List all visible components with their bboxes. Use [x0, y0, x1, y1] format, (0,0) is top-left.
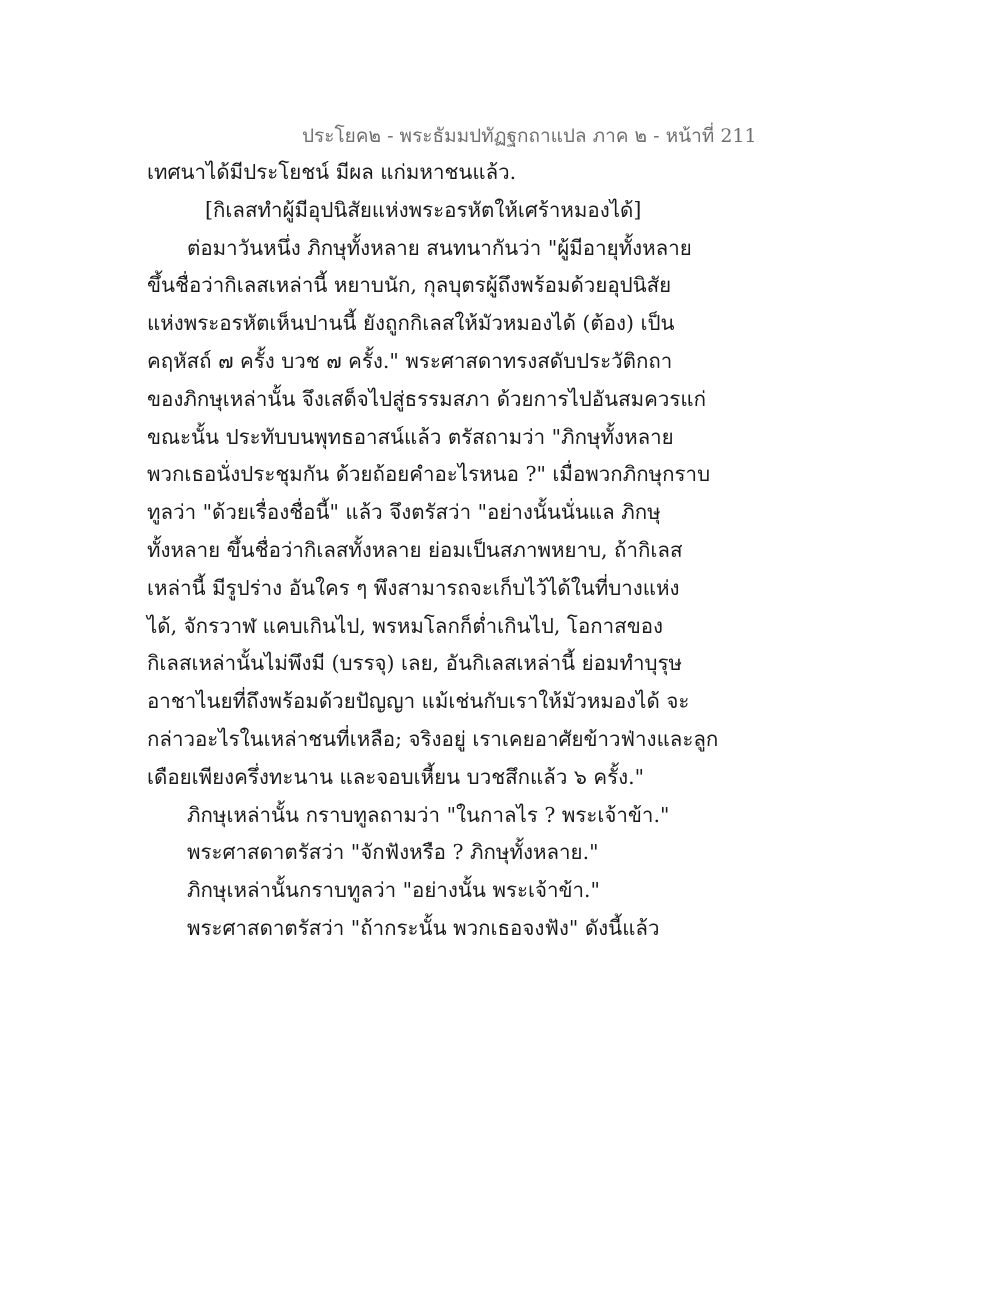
- text-line: พระศาสดาตรัสว่า "จักฟังหรือ ? ภิกษุทั้งหลาย.": [187, 840, 599, 865]
- text-line: พระศาสดาตรัสว่า "ถ้ากระนั้น พวกเธอจงฟัง" ดังนี้แล้ว: [187, 915, 660, 940]
- text-line: ขณะนั้น ประทับบนพุทธอาสน์แล้ว ตรัสถามว่า "ภิกษุทั้งหลาย: [147, 424, 674, 449]
- text-line: กล่าวอะไรในเหล่าชนที่เหลือ; จริงอยู่ เราเคยอาศัยข้าวฟ่างและลูก: [147, 726, 719, 751]
- text-line: เทศนาได้มีประโยชน์ มีผล แก่มหาชนแล้ว.: [147, 160, 517, 184]
- text-line: ต่อมาวันหนึ่ง ภิกษุทั้งหลาย สนทนากันว่า "ผู้มีอายุทั้งหลาย: [187, 235, 692, 260]
- text-line: อาชาไนยที่ถึงพร้อมด้วยปัญญา แม้เช่นกับเราให้มัวหมองได้ จะ: [147, 689, 690, 714]
- text-line: ขึ้นชื่อว่ากิเลสเหล่านี้ หยาบนัก, กุลบุตรผู้ถึงพร้อมด้วยอุปนิสัย: [147, 273, 672, 298]
- body-text: [147, 154, 847, 948]
- text-line: ทูลว่า "ด้วยเรื่องชื่อนี้" แล้ว จึงตรัสว่า "อย่างนั้นนั่นแล ภิกษุ: [147, 500, 661, 525]
- text-line: ภิกษุเหล่านั้นกราบทูลว่า "อย่างนั้น พระเจ้าข้า.": [187, 878, 600, 903]
- text-line: ภิกษุเหล่านั้น กราบทูลถามว่า "ในกาลไร ? พระเจ้าข้า.": [187, 802, 670, 827]
- text-line: เหล่านี้ มีรูปร่าง อันใคร ๆ พึงสามารถจะเก็บไว้ได้ในที่บางแห่ง: [147, 575, 680, 600]
- text-line: ได้, จักรวาฬ แคบเกินไป, พรหมโลกก็ต่ำเกินไป, โอกาสของ: [147, 613, 664, 638]
- text-line: กิเลสเหล่านั้นไม่พึงมี (บรรจุ) เลย, อันกิเลสเหล่านี้ ย่อมทำบุรุษ: [147, 651, 683, 676]
- text-line: พวกเธอนั่งประชุมกัน ด้วยถ้อยคำอะไรหนอ ?" เมื่อพวกภิกษุกราบ: [147, 462, 711, 487]
- text-line: แห่งพระอรหัตเห็นปานนี้ ยังถูกกิเลสให้มัวหมองได้ (ต้อง) เป็น: [147, 311, 675, 336]
- text-line: ทั้งหลาย ขึ้นชื่อว่ากิเลสทั้งหลาย ย่อมเป็นสภาพหยาบ, ถ้ากิเลส: [147, 537, 683, 562]
- text-line: คฤหัสถ์ ๗ ครั้ง บวช ๗ ครั้ง." พระศาสดาทรงสดับประวัติกถา: [147, 348, 673, 373]
- section-heading: [กิเลสทำผู้มีอุปนิสัยแห่งพระอรหัตให้เศร้าหมองได้]: [205, 197, 642, 222]
- text-line: ของภิกษุเหล่านั้น จึงเสด็จไปสู่ธรรมสภา ด้วยการไปอันสมควรแก่: [147, 386, 707, 411]
- text-line: เดือยเพียงครึ่งทะนาน และจอบเหี้ยน บวชสึกแล้ว ๖ ครั้ง.": [147, 764, 645, 789]
- running-header: ประโยค๒ - พระธัมมปทัฏฐกถาแปล ภาค ๒ - หน้าที่ 211: [302, 125, 757, 147]
